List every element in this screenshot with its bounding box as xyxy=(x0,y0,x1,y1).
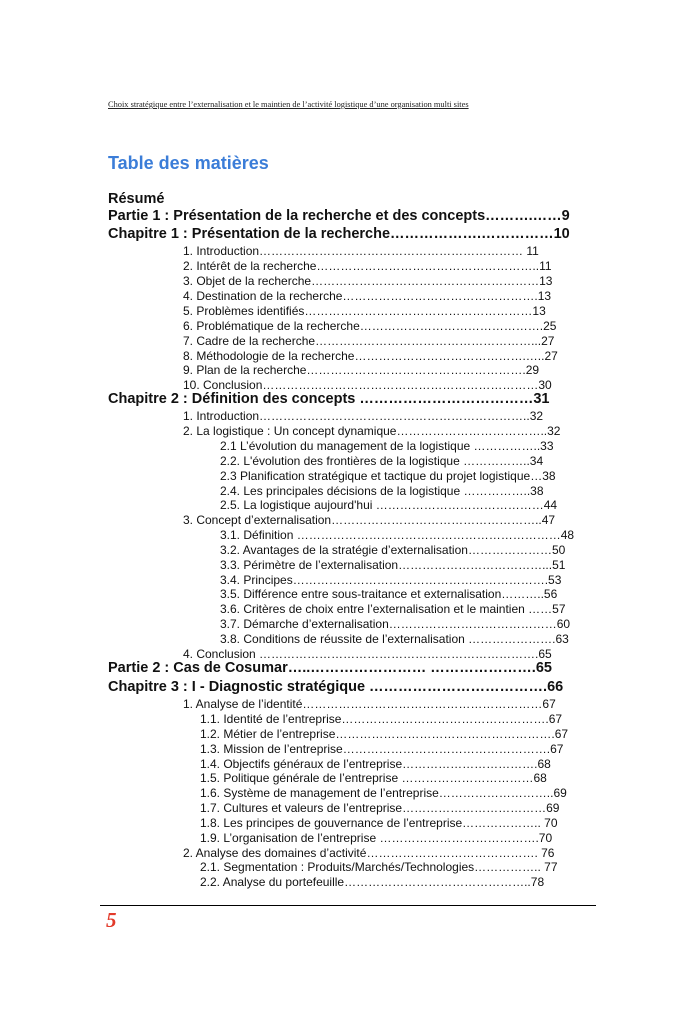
toc-entry[interactable]: 2. Analyse des domaines d’activité……………………………………. 76 xyxy=(183,846,555,860)
toc-entry[interactable]: 4. Destination de la recherche………………………………………….13 xyxy=(183,289,552,303)
toc-subentry[interactable]: 1.6. Système de management de l’entreprise………………………..69 xyxy=(200,786,567,800)
toc-subentry[interactable]: 3.2. Avantages de la stratégie d’externalisation…………………50 xyxy=(220,543,566,557)
toc-subentry[interactable]: 1.5. Politique générale de l’entreprise ……………………………68 xyxy=(200,771,547,785)
toc-subentry[interactable]: 1.2. Métier de l’entreprise……………………………………………….67 xyxy=(200,727,569,741)
toc-entry[interactable]: 2. Intérêt de la recherche………………………………………………..11 xyxy=(183,259,552,273)
toc-subentry[interactable]: 2.1. Segmentation : Produits/Marchés/Technologies…………….. 77 xyxy=(200,860,558,874)
toc-entry[interactable]: 1. Introduction………………………………………………………… 11 xyxy=(183,244,539,258)
toc-chapter-2[interactable]: Chapitre 2 : Définition des concepts ………………………………31 xyxy=(108,392,550,407)
toc-entry[interactable]: 6. Problématique de la recherche……………………………………….25 xyxy=(183,319,557,333)
toc-subentry[interactable]: 2.1 L’évolution du management de la logistique ……………..33 xyxy=(220,439,554,453)
toc-entry[interactable]: 1. Introduction…………………………………………………………..32 xyxy=(183,409,544,423)
toc-subentry[interactable]: 2.4. Les principales décisions de la logistique ……………..38 xyxy=(220,484,544,498)
toc-entry[interactable]: 1. Analyse de l’identité……………………………………………………67 xyxy=(183,697,556,711)
page-number: 5 xyxy=(106,908,117,932)
toc-subentry[interactable]: 3.3. Périmètre de l’externalisation………………………………...51 xyxy=(220,558,566,572)
toc-subentry[interactable]: 2.2. Analyse du portefeuille………………………………………..78 xyxy=(200,875,545,889)
toc-subentry[interactable]: 1.3. Mission de l’entreprise…………………………………………….67 xyxy=(200,742,564,756)
toc-subentry[interactable]: 3.8. Conditions de réussite de l’externalisation ………………….63 xyxy=(220,632,569,646)
toc-entry[interactable]: 10. Conclusion……………………………………………………………30 xyxy=(183,378,552,392)
toc-part-1[interactable]: Partie 1 : Présentation de la recherche et des concepts……….……9 xyxy=(108,209,570,224)
toc-subentry[interactable]: 2.5. La logistique aujourd'hui ……………………………………44 xyxy=(220,498,558,512)
toc-title: Table des matières xyxy=(108,153,269,173)
toc-subentry[interactable]: 3.6. Critères de choix entre l’externalisation et le maintien ……57 xyxy=(220,602,566,616)
toc-entry[interactable]: 9. Plan de la recherche……………………………………………….29 xyxy=(183,363,540,377)
toc-subentry[interactable]: 2.2. L'évolution des frontières de la logistique ……………..34 xyxy=(220,454,544,468)
toc-subentry[interactable]: 3.7. Démarche d’externalisation……………………………………60 xyxy=(220,617,571,631)
toc-chapter-1[interactable]: Chapitre 1 : Présentation de la recherche……………….……………10 xyxy=(108,227,570,242)
toc-entry[interactable]: 3. Objet de la recherche…………………………………………………13 xyxy=(183,274,553,288)
toc-part-2[interactable]: Partie 2 : Cas de Cosumar…..…………………… ………………….65 xyxy=(108,661,552,676)
toc-subentry[interactable]: 3.1. Définition …………………………………………………………48 xyxy=(220,528,575,542)
toc-chapter-3[interactable]: Chapitre 3 : I - Diagnostic stratégique ……………………………….66 xyxy=(108,680,564,695)
toc-subentry[interactable]: 1.4. Objectifs généraux de l’entreprise…………………………….68 xyxy=(200,757,551,771)
toc-entry[interactable]: 7. Cadre de la recherche………………………………………………...27 xyxy=(183,334,555,348)
toc-subentry[interactable]: 2.3 Planification stratégique et tactique du projet logistique…38 xyxy=(220,469,556,483)
toc-entry[interactable]: 2. La logistique : Un concept dynamique………………………………..32 xyxy=(183,424,561,438)
toc-entry[interactable]: 8. Méthodologie de la recherche…………………………………….…..27 xyxy=(183,349,558,363)
toc-subentry[interactable]: 1.7. Cultures et valeurs de l’entreprise………………………………69 xyxy=(200,801,560,815)
toc-subentry[interactable]: 3.5. Différence entre sous-traitance et externalisation………..56 xyxy=(220,587,558,601)
toc-subentry[interactable]: 1.8. Les principes de gouvernance de l’entreprise……………….. 70 xyxy=(200,816,558,830)
toc-entry[interactable]: 3. Concept d’externalisation……………………………………………..47 xyxy=(183,513,556,527)
toc-subentry[interactable]: 3.4. Principes……………………………………………………….53 xyxy=(220,573,562,587)
footer-divider xyxy=(100,905,596,906)
toc-entry[interactable]: 4. Conclusion …………………………………………………………….65 xyxy=(183,647,552,661)
toc-subentry[interactable]: 1.1. Identité de l’entreprise…………………………………………….67 xyxy=(200,712,563,726)
toc-entry[interactable]: 5. Problèmes identifiés…………………………………………………13 xyxy=(183,304,546,318)
toc-subentry[interactable]: 1.9. L’organisation de l’entreprise ………………………………….70 xyxy=(200,831,553,845)
running-header: Choix stratégique entre l’externalisation et le maintien de l’activité logistique d’une organisation multi sites xyxy=(108,100,469,109)
toc-heading-resume[interactable]: Résumé xyxy=(108,192,165,207)
